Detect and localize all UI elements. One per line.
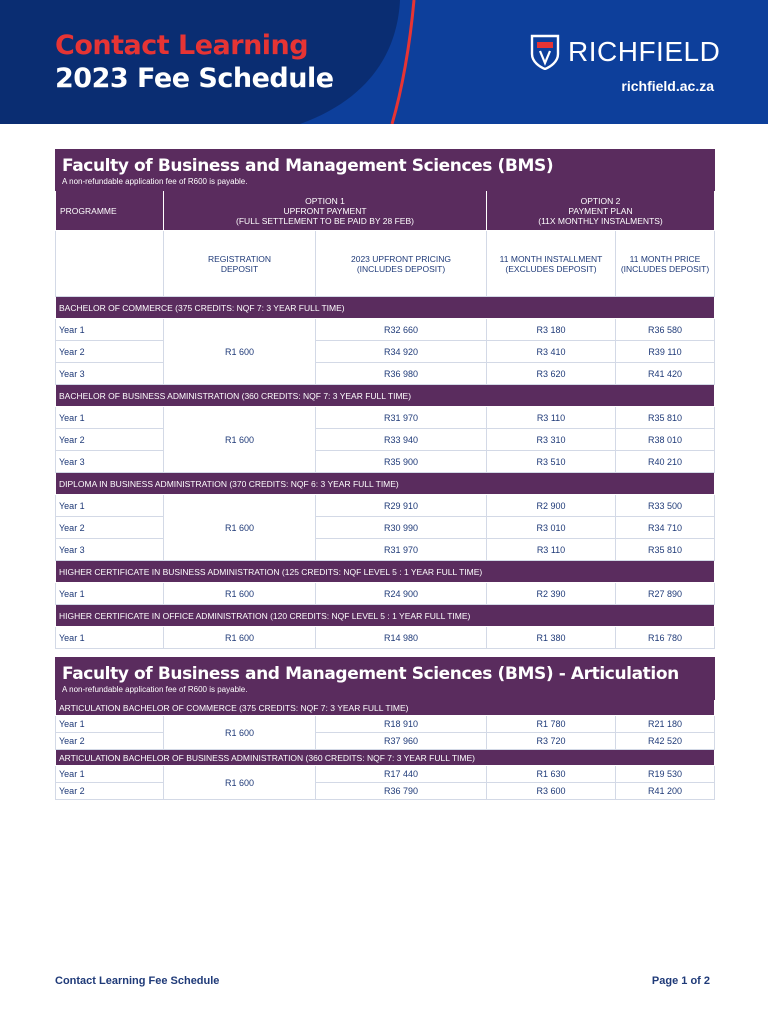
installment-cell: R1 780 bbox=[487, 716, 616, 733]
page-header bbox=[0, 0, 768, 124]
option-header-row bbox=[56, 191, 715, 231]
year-cell: Year 1 bbox=[56, 407, 164, 429]
footer-document-title: Contact Learning Fee Schedule bbox=[55, 975, 220, 987]
sub-header-row bbox=[56, 231, 715, 297]
faculty-title-cell bbox=[56, 658, 715, 700]
registration-deposit-cell: R1 600 bbox=[164, 766, 316, 800]
upfront-price-cell: R29 910 bbox=[316, 495, 487, 517]
programme-section-row bbox=[56, 561, 715, 583]
upfront-line2: (INCLUDES DEPOSIT) bbox=[356, 263, 446, 274]
programme-header: PROGRAMME bbox=[56, 191, 164, 231]
month-price-cell: R19 530 bbox=[616, 766, 715, 783]
registration-deposit-cell: R1 600 bbox=[164, 583, 316, 605]
installment-cell: R3 600 bbox=[487, 783, 616, 800]
option2-header bbox=[487, 191, 715, 231]
faculty-title-row bbox=[56, 150, 715, 191]
shield-icon bbox=[530, 34, 560, 70]
installment-cell: R3 410 bbox=[487, 341, 616, 363]
year-cell: Year 2 bbox=[56, 341, 164, 363]
fee-table-articulation bbox=[55, 657, 715, 800]
month-price-cell: R21 180 bbox=[616, 716, 715, 733]
table-row bbox=[56, 583, 715, 605]
option1-line2: UPFRONT PAYMENT bbox=[283, 205, 367, 216]
programme-name: HIGHER CERTIFICATE IN BUSINESS ADMINISTRATION (125 CREDITS: NQF LEVEL 5 : 1 YEAR FULL TIME) bbox=[56, 561, 715, 583]
month-price-cell: R39 110 bbox=[616, 341, 715, 363]
table-row bbox=[56, 627, 715, 649]
programme-section-row bbox=[56, 385, 715, 407]
faculty-title-row bbox=[56, 658, 715, 700]
price-line1: 11 MONTH PRICE bbox=[629, 253, 701, 264]
table-row bbox=[56, 783, 715, 800]
year-cell: Year 1 bbox=[56, 627, 164, 649]
year-cell: Year 3 bbox=[56, 451, 164, 473]
month-price-cell: R35 810 bbox=[616, 407, 715, 429]
reg-line2: DEPOSIT bbox=[220, 263, 259, 274]
programme-name: DIPLOMA IN BUSINESS ADMINISTRATION (370 CREDITS: NQF 6: 3 YEAR FULL TIME) bbox=[56, 473, 715, 495]
month-price-cell: R36 580 bbox=[616, 319, 715, 341]
upfront-price-cell: R35 900 bbox=[316, 451, 487, 473]
year-cell: Year 1 bbox=[56, 716, 164, 733]
year-cell: Year 3 bbox=[56, 539, 164, 561]
year-cell: Year 1 bbox=[56, 319, 164, 341]
installment-cell: R3 620 bbox=[487, 363, 616, 385]
faculty-title: Faculty of Business and Management Sciences (BMS) bbox=[62, 155, 554, 176]
upfront-price-cell: R33 940 bbox=[316, 429, 487, 451]
table-row bbox=[56, 539, 715, 561]
upfront-price-cell: R32 660 bbox=[316, 319, 487, 341]
upfront-price-cell: R31 970 bbox=[316, 539, 487, 561]
upfront-price-cell: R18 910 bbox=[316, 716, 487, 733]
programme-section-row bbox=[56, 750, 715, 766]
installment-cell: R3 010 bbox=[487, 517, 616, 539]
faculty-title: Faculty of Business and Management Sciences (BMS) - Articulation bbox=[62, 664, 679, 684]
programme-section-row bbox=[56, 297, 715, 319]
upfront-price-cell: R31 970 bbox=[316, 407, 487, 429]
month-price-cell: R41 200 bbox=[616, 783, 715, 800]
option2-line1: OPTION 2 bbox=[580, 195, 621, 206]
installment-header bbox=[487, 231, 616, 297]
sub-header-empty bbox=[56, 231, 164, 297]
programme-name: HIGHER CERTIFICATE IN OFFICE ADMINISTRATION (120 CREDITS: NQF LEVEL 5 : 1 YEAR FULL TIME) bbox=[56, 605, 715, 627]
upfront-price-cell: R14 980 bbox=[316, 627, 487, 649]
table-row bbox=[56, 495, 715, 517]
month-price-cell: R42 520 bbox=[616, 733, 715, 750]
year-cell: Year 3 bbox=[56, 363, 164, 385]
month-price-cell: R27 890 bbox=[616, 583, 715, 605]
installment-cell: R3 310 bbox=[487, 429, 616, 451]
table-row bbox=[56, 716, 715, 733]
installment-cell: R3 110 bbox=[487, 407, 616, 429]
installment-line1: 11 MONTH INSTALLMENT bbox=[499, 253, 603, 264]
upfront-price-cell: R17 440 bbox=[316, 766, 487, 783]
month-price-cell: R40 210 bbox=[616, 451, 715, 473]
registration-deposit-header bbox=[164, 231, 316, 297]
application-fee-note: A non-refundable application fee of R600 is payable. bbox=[62, 176, 248, 186]
table-row bbox=[56, 341, 715, 363]
table-row bbox=[56, 733, 715, 750]
programme-section-row bbox=[56, 605, 715, 627]
table-row bbox=[56, 429, 715, 451]
month-price-cell: R38 010 bbox=[616, 429, 715, 451]
table-row bbox=[56, 451, 715, 473]
month-price-cell: R16 780 bbox=[616, 627, 715, 649]
year-cell: Year 2 bbox=[56, 733, 164, 750]
page-title-line1: Contact Learning bbox=[55, 30, 309, 61]
installment-cell: R3 180 bbox=[487, 319, 616, 341]
footer-page-number: Page 1 of 2 bbox=[651, 975, 710, 987]
option1-header bbox=[164, 191, 487, 231]
programme-section-row bbox=[56, 473, 715, 495]
brand-name: RICHFIELD bbox=[568, 36, 721, 67]
installment-cell: R1 380 bbox=[487, 627, 616, 649]
installment-cell: R3 510 bbox=[487, 451, 616, 473]
option2-line3: (11X MONTHLY INSTALMENTS) bbox=[538, 215, 663, 226]
registration-deposit-cell: R1 600 bbox=[164, 319, 316, 385]
month-price-cell: R41 420 bbox=[616, 363, 715, 385]
upfront-price-cell: R37 960 bbox=[316, 733, 487, 750]
installment-cell: R2 900 bbox=[487, 495, 616, 517]
richfield-logo bbox=[530, 34, 720, 70]
installment-cell: R3 110 bbox=[487, 539, 616, 561]
year-cell: Year 2 bbox=[56, 783, 164, 800]
reg-line1: REGISTRATION bbox=[207, 253, 272, 264]
faculty-title-cell bbox=[56, 150, 715, 191]
programme-name: BACHELOR OF COMMERCE (375 CREDITS: NQF 7: 3 YEAR FULL TIME) bbox=[56, 297, 715, 319]
month-price-cell: R34 710 bbox=[616, 517, 715, 539]
price-line2: (INCLUDES DEPOSIT) bbox=[620, 263, 710, 274]
year-cell: Year 1 bbox=[56, 766, 164, 783]
year-cell: Year 2 bbox=[56, 517, 164, 539]
month-price-header bbox=[616, 231, 715, 297]
option1-line1: OPTION 1 bbox=[305, 195, 345, 206]
site-url[interactable]: richfield.ac.za bbox=[621, 78, 714, 94]
upfront-price-cell: R34 920 bbox=[316, 341, 487, 363]
page-title-line2: 2023 Fee Schedule bbox=[55, 63, 334, 94]
programme-section-row bbox=[56, 700, 715, 716]
year-cell: Year 2 bbox=[56, 429, 164, 451]
year-cell: Year 1 bbox=[56, 495, 164, 517]
installment-cell: R2 390 bbox=[487, 583, 616, 605]
upfront-pricing-header bbox=[316, 231, 487, 297]
month-price-cell: R33 500 bbox=[616, 495, 715, 517]
application-fee-note: A non-refundable application fee of R600 is payable. bbox=[62, 685, 248, 694]
year-cell: Year 1 bbox=[56, 583, 164, 605]
upfront-price-cell: R30 990 bbox=[316, 517, 487, 539]
installment-line2: (EXCLUDES DEPOSIT) bbox=[505, 263, 597, 274]
installment-cell: R1 630 bbox=[487, 766, 616, 783]
upfront-price-cell: R36 980 bbox=[316, 363, 487, 385]
upfront-line1: 2023 UPFRONT PRICING bbox=[351, 253, 451, 264]
registration-deposit-cell: R1 600 bbox=[164, 627, 316, 649]
upfront-price-cell: R36 790 bbox=[316, 783, 487, 800]
fee-table-bms bbox=[55, 149, 715, 649]
table-row bbox=[56, 407, 715, 429]
programme-name: BACHELOR OF BUSINESS ADMINISTRATION (360 CREDITS: NQF 7: 3 YEAR FULL TIME) bbox=[56, 385, 715, 407]
table-row bbox=[56, 319, 715, 341]
upfront-price-cell: R24 900 bbox=[316, 583, 487, 605]
installment-cell: R3 720 bbox=[487, 733, 616, 750]
table-row bbox=[56, 363, 715, 385]
table-row bbox=[56, 766, 715, 783]
table-row bbox=[56, 517, 715, 539]
registration-deposit-cell: R1 600 bbox=[164, 407, 316, 473]
option2-line2: PAYMENT PLAN bbox=[568, 205, 633, 216]
programme-name: ARTICULATION BACHELOR OF COMMERCE (375 CREDITS: NQF 7: 3 YEAR FULL TIME) bbox=[56, 700, 715, 716]
registration-deposit-cell: R1 600 bbox=[164, 716, 316, 750]
month-price-cell: R35 810 bbox=[616, 539, 715, 561]
option1-line3: (FULL SETTLEMENT TO BE PAID BY 28 FEB) bbox=[236, 215, 414, 226]
registration-deposit-cell: R1 600 bbox=[164, 495, 316, 561]
programme-name: ARTICULATION BACHELOR OF BUSINESS ADMINISTRATION (360 CREDITS: NQF 7: 3 YEAR FULL TIME) bbox=[56, 750, 715, 766]
